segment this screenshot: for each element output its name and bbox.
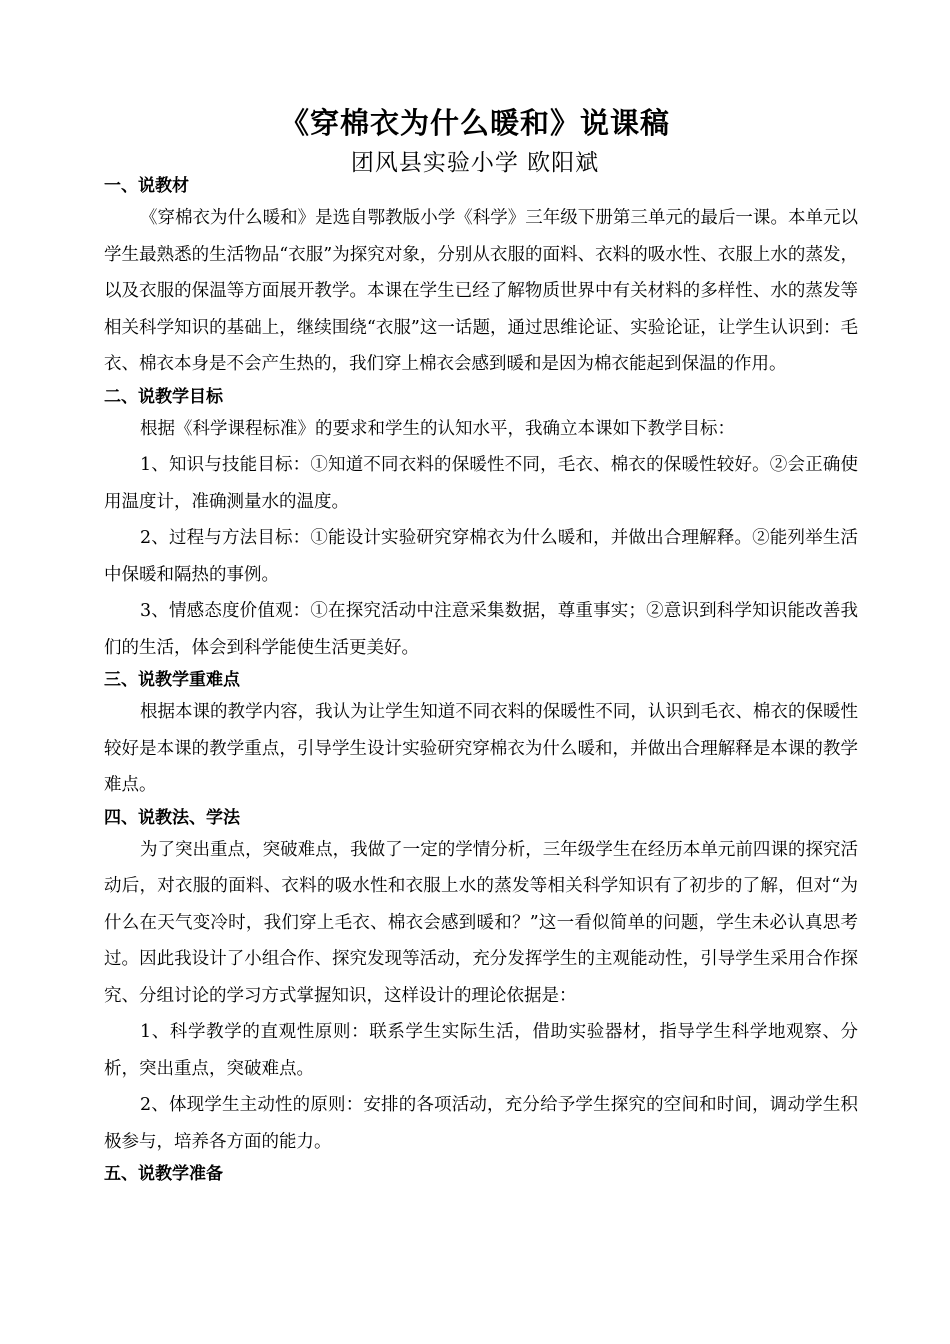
section-heading: 二、说教学目标	[104, 386, 223, 407]
section-heading: 五、说教学准备	[104, 1164, 223, 1184]
section-paragraph: 根据本课的教学内容，我认为让学生知道不同衣料的保暖性不同，认识到毛衣、棉衣的保暖性较好是本课的教学重点，引导学生设计实验研究穿棉衣为什么暖和，并做出合理解释是本课的教学难点。	[104, 702, 858, 795]
section-paragraph: 1、科学教学的直观性原则：联系学生实际生活，借助实验器材，指导学生科学地观察、分析，突出重点，突破难点。	[104, 1022, 858, 1079]
section-heading: 四、说教法、学法	[104, 807, 240, 828]
document-author: 团风县实验小学 欧阳斌	[350, 150, 600, 176]
section-heading: 三、说教学重难点	[104, 670, 240, 690]
section-heading: 一、说教材	[104, 176, 189, 196]
section-paragraph: 《穿棉衣为什么暖和》是选自鄂教版小学《科学》三年级下册第三单元的最后一课。本单元以学生最熟悉的生活物品“衣服”为探究对象，分别从衣服的面料、衣料的吸水性、衣服上水的蒸发，以及衣服的保温等方面展开教学。本课在学生已经了解物质世界中有关材料的多样性、水的蒸发等相关科学知识的基础上，继续围绕“衣服”这一话题，通过思维论证、实验论证，让学生认识到：毛衣、棉衣本身是不会产生热的，我们穿上棉衣会感到暖和是因为棉衣能起到保温的作用。	[104, 208, 858, 374]
section-paragraph: 根据《科学课程标准》的要求和学生的认知水平，我确立本课如下教学目标：	[140, 418, 735, 439]
document-body	[104, 176, 858, 1188]
section-paragraph: 2、体现学生主动性的原则：安排的各项活动，充分给予学生探究的空间和时间，调动学生积极参与，培养各方面的能力。	[104, 1095, 858, 1152]
section-paragraph: 3、情感态度价值观：①在探究活动中注意采集数据，尊重事实；②意识到科学知识能改善我们的生活，体会到科学能使生活更美好。	[104, 601, 858, 658]
section-paragraph: 2、过程与方法目标：①能设计实验研究穿棉衣为什么暖和，并做出合理解释。②能列举生活中保暖和隔热的事例。	[104, 528, 858, 585]
section-paragraph: 1、知识与技能目标：①知道不同衣料的保暖性不同，毛衣、棉衣的保暖性较好。②会正确使用温度计，准确测量水的温度。	[104, 455, 858, 512]
section-paragraph: 为了突出重点，突破难点，我做了一定的学情分析，三年级学生在经历本单元前四课的探究活动后，对衣服的面料、衣料的吸水性和衣服上水的蒸发等相关科学知识有了初步的了解，但对“为什么在天气变冷时，我们穿上毛衣、棉衣会感到暖和？”这一看似简单的问题，学生未必认真思考过。因此我设计了小组合作、探究发现等活动，充分发挥学生的主观能动性，引导学生采用合作探究、分组讨论的学习方式掌握知识，这样设计的理论依据是：	[104, 839, 858, 1006]
document-title: 《穿棉衣为什么暖和》说课稿	[279, 106, 670, 140]
